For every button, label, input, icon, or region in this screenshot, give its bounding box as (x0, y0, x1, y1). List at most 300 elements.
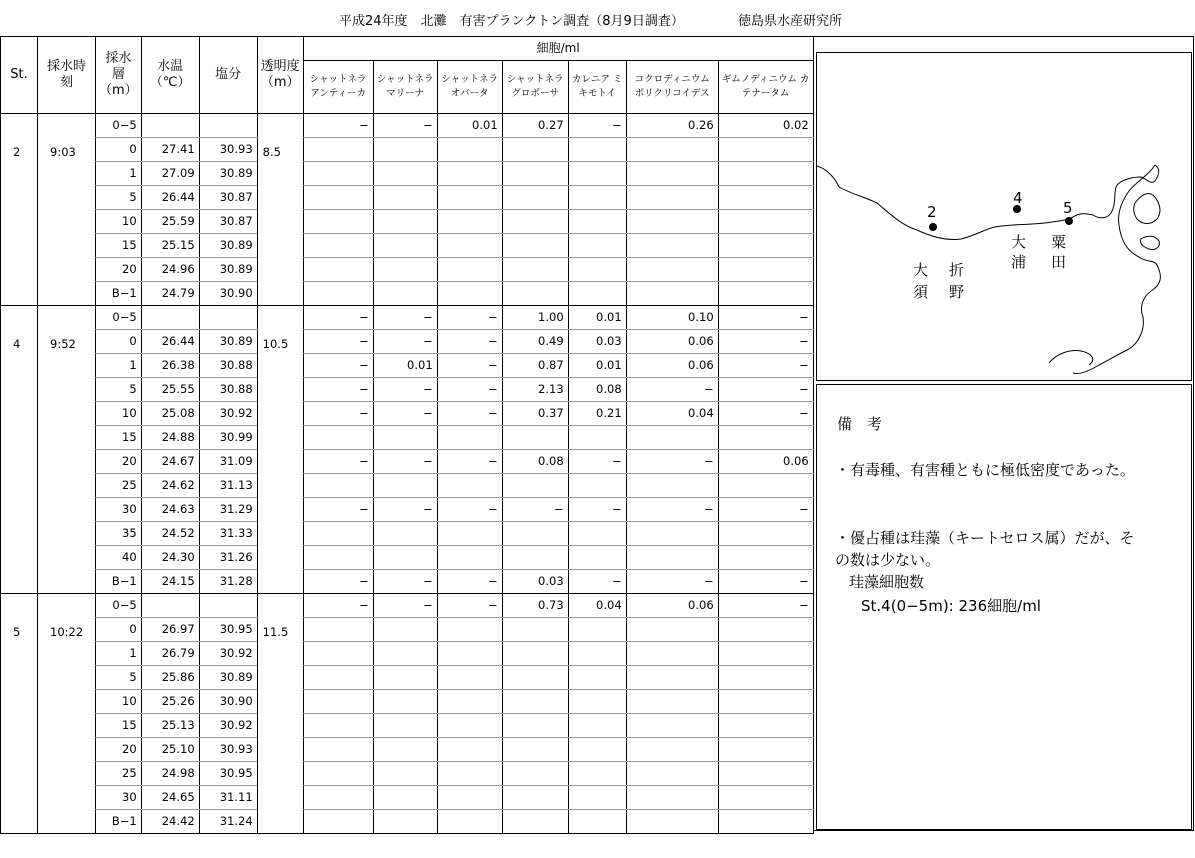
water-temp: 26.44 (141, 186, 199, 210)
sampling-layer: 25 (96, 762, 142, 786)
salinity: 30.89 (199, 666, 257, 690)
salinity: 30.89 (199, 162, 257, 186)
cell-density (502, 714, 568, 738)
cell-density (718, 810, 813, 834)
cell-density (437, 210, 502, 234)
cell-density (568, 810, 626, 834)
cell-density: 0.01 (568, 354, 626, 378)
cell-density (373, 546, 437, 570)
header-cells-unit: 細胞/ml (303, 37, 813, 61)
salinity: 31.29 (199, 498, 257, 522)
water-temp (141, 306, 199, 330)
sampling-layer: 0 (96, 138, 142, 162)
cell-density: − (718, 354, 813, 378)
cell-density: − (568, 498, 626, 522)
cell-density (568, 666, 626, 690)
cell-density (718, 522, 813, 546)
cell-density: 0.06 (626, 354, 718, 378)
cell-density: 0.08 (502, 450, 568, 474)
water-temp: 27.41 (141, 138, 199, 162)
cell-density (373, 666, 437, 690)
table-row (1, 522, 814, 546)
cell-density (568, 162, 626, 186)
cell-density (437, 546, 502, 570)
water-temp: 25.26 (141, 690, 199, 714)
table-row (1, 378, 814, 402)
cell-density (437, 138, 502, 162)
cell-density (626, 618, 718, 642)
cell-density (568, 642, 626, 666)
place-orino-1: 折 (949, 261, 965, 279)
sampling-layer: 0 (96, 330, 142, 354)
table-row (1, 186, 814, 210)
remarks-line: ・有毒種、有害種ともに極低密度であった。 (835, 461, 1135, 479)
cell-density: − (373, 378, 437, 402)
title-bar (0, 0, 1195, 36)
sampling-layer: 15 (96, 426, 142, 450)
salinity (199, 114, 257, 138)
cell-density (303, 786, 373, 810)
cell-density (626, 810, 718, 834)
cell-density: − (437, 402, 502, 426)
cell-density (568, 138, 626, 162)
organization-name: 徳島県水産研究所 (738, 14, 843, 29)
cell-density (568, 426, 626, 450)
salinity: 30.93 (199, 738, 257, 762)
cell-density (437, 426, 502, 450)
cell-density: − (626, 498, 718, 522)
cell-density (718, 210, 813, 234)
cell-density (303, 810, 373, 834)
salinity: 31.26 (199, 546, 257, 570)
table-row (1, 738, 814, 762)
cell-density (502, 474, 568, 498)
cell-density (626, 282, 718, 306)
cell-density (437, 738, 502, 762)
cell-density: 0.73 (502, 594, 568, 618)
cell-density: − (718, 570, 813, 594)
table-row (1, 426, 814, 450)
sampling-layer: 20 (96, 450, 142, 474)
cell-density (502, 258, 568, 282)
water-temp: 25.86 (141, 666, 199, 690)
cell-density (437, 234, 502, 258)
water-temp: 25.59 (141, 210, 199, 234)
cell-density (626, 786, 718, 810)
water-temp: 24.62 (141, 474, 199, 498)
cell-density (502, 234, 568, 258)
water-temp: 24.63 (141, 498, 199, 522)
salinity (199, 306, 257, 330)
sampling-layer: 20 (96, 258, 142, 282)
table-row (1, 570, 814, 594)
table-row (1, 666, 814, 690)
header-time: 採水時刻 (38, 37, 96, 114)
cell-density (303, 666, 373, 690)
sampling-time: 9:03 (38, 114, 96, 306)
cell-density (718, 162, 813, 186)
cell-density (626, 474, 718, 498)
cell-density (303, 738, 373, 762)
salinity: 30.93 (199, 138, 257, 162)
water-temp: 26.79 (141, 642, 199, 666)
cell-density (502, 810, 568, 834)
water-temp: 24.30 (141, 546, 199, 570)
cell-density: − (373, 498, 437, 522)
cell-density: − (718, 594, 813, 618)
sampling-layer: B−1 (96, 810, 142, 834)
cell-density (718, 426, 813, 450)
water-temp: 26.44 (141, 330, 199, 354)
cell-density: − (718, 306, 813, 330)
cell-density (437, 642, 502, 666)
cell-density: − (437, 594, 502, 618)
cell-density: − (303, 498, 373, 522)
cell-density (373, 162, 437, 186)
table-row (1, 690, 814, 714)
sampling-layer: 0−5 (96, 114, 142, 138)
sampling-layer: 25 (96, 474, 142, 498)
cell-density: − (437, 378, 502, 402)
cell-density (502, 666, 568, 690)
cell-density (568, 210, 626, 234)
remarks-line: 珪藻細胞数 (849, 573, 925, 591)
sampling-layer: 1 (96, 162, 142, 186)
table-row (1, 138, 814, 162)
cell-density: 0.06 (626, 594, 718, 618)
cell-density (626, 186, 718, 210)
table-row (1, 810, 814, 834)
cell-density (568, 258, 626, 282)
sampling-layer: 15 (96, 234, 142, 258)
sampling-layer: 0−5 (96, 306, 142, 330)
cell-density: − (303, 330, 373, 354)
sampling-layer: 10 (96, 210, 142, 234)
water-temp: 25.08 (141, 402, 199, 426)
cell-density (718, 738, 813, 762)
salinity: 30.95 (199, 618, 257, 642)
table-row (1, 282, 814, 306)
cell-density (626, 138, 718, 162)
cell-density (303, 258, 373, 282)
cell-density (568, 714, 626, 738)
table-row (1, 234, 814, 258)
station-number: 4 (1, 306, 38, 594)
plankton-table (0, 36, 814, 834)
sampling-time: 9:52 (38, 306, 96, 594)
cell-density (626, 522, 718, 546)
table-row (1, 306, 814, 330)
header-temp: 水温（℃） (141, 37, 199, 114)
cell-density: − (568, 450, 626, 474)
cell-density: − (502, 498, 568, 522)
sampling-layer: 10 (96, 690, 142, 714)
cell-density (626, 258, 718, 282)
cell-density (718, 642, 813, 666)
cell-density (626, 426, 718, 450)
header-salinity: 塩分 (199, 37, 257, 114)
sampling-layer: 10 (96, 402, 142, 426)
cell-density: − (303, 114, 373, 138)
station-5-marker (1065, 217, 1073, 225)
salinity: 31.13 (199, 474, 257, 498)
water-temp: 24.42 (141, 810, 199, 834)
header-transparency: 透明度（m） (257, 37, 303, 114)
cell-density (437, 522, 502, 546)
cell-density (502, 762, 568, 786)
cell-density: − (373, 306, 437, 330)
sampling-layer: 5 (96, 666, 142, 690)
cell-density (502, 282, 568, 306)
table-row (1, 474, 814, 498)
cell-density: − (373, 114, 437, 138)
sampling-layer: B−1 (96, 282, 142, 306)
station-2-marker (929, 223, 937, 231)
water-temp: 27.09 (141, 162, 199, 186)
table-row (1, 162, 814, 186)
cell-density (373, 738, 437, 762)
water-temp: 25.10 (141, 738, 199, 762)
cell-density (437, 474, 502, 498)
cell-density (437, 786, 502, 810)
cell-density: − (437, 354, 502, 378)
salinity: 31.28 (199, 570, 257, 594)
species-header: ギムノディニウム カテナータム (718, 61, 813, 114)
cell-density: − (626, 570, 718, 594)
cell-density: − (437, 570, 502, 594)
cell-density: − (568, 114, 626, 138)
salinity: 31.24 (199, 810, 257, 834)
place-orino-2: 野 (949, 283, 965, 301)
cell-density: − (303, 402, 373, 426)
cell-density: 0.04 (568, 594, 626, 618)
cell-density (626, 546, 718, 570)
sampling-layer: 20 (96, 738, 142, 762)
cell-density (373, 426, 437, 450)
cell-density (502, 210, 568, 234)
document-title: 平成24年度 北灘 有害プランクトン調査（8月9日調査） (339, 14, 684, 29)
cell-density (373, 690, 437, 714)
place-awata-1: 粟 (1051, 233, 1067, 251)
cell-density (568, 282, 626, 306)
station-5-label: 5 (1063, 199, 1073, 217)
cell-density (568, 522, 626, 546)
water-temp: 24.79 (141, 282, 199, 306)
cell-density (718, 762, 813, 786)
salinity: 30.88 (199, 378, 257, 402)
water-temp: 26.97 (141, 618, 199, 642)
salinity: 30.92 (199, 402, 257, 426)
cell-density: 0.26 (626, 114, 718, 138)
cell-density (718, 618, 813, 642)
salinity (199, 594, 257, 618)
remarks-line: の数は少ない。 (835, 551, 941, 569)
place-awata-2: 田 (1051, 253, 1067, 271)
cell-density (502, 546, 568, 570)
sampling-layer: 5 (96, 186, 142, 210)
cell-density: 0.87 (502, 354, 568, 378)
table-row (1, 594, 814, 618)
cell-density (303, 234, 373, 258)
cell-density: − (437, 306, 502, 330)
cell-density: − (373, 330, 437, 354)
cell-density (502, 162, 568, 186)
table-row (1, 402, 814, 426)
cell-density: 0.37 (502, 402, 568, 426)
salinity: 31.09 (199, 450, 257, 474)
cell-density (303, 762, 373, 786)
coastline-map (817, 53, 1191, 380)
place-osu-2: 須 (913, 283, 929, 301)
sampling-layer: 30 (96, 786, 142, 810)
cell-density (303, 138, 373, 162)
sampling-layer: 35 (96, 522, 142, 546)
transparency: 10.5 (257, 306, 303, 594)
cell-density: 0.10 (626, 306, 718, 330)
cell-density (626, 210, 718, 234)
cell-density (373, 474, 437, 498)
cell-density (373, 210, 437, 234)
cell-density: − (303, 378, 373, 402)
species-header: シャットネラ アンティーカ (303, 61, 373, 114)
salinity: 30.89 (199, 330, 257, 354)
cell-density (373, 186, 437, 210)
islet-outline (1140, 236, 1159, 249)
cell-density (502, 522, 568, 546)
cell-density: − (437, 498, 502, 522)
cell-density (373, 618, 437, 642)
cell-density (437, 618, 502, 642)
cell-density (437, 714, 502, 738)
sampling-layer: 1 (96, 642, 142, 666)
cell-density: − (718, 330, 813, 354)
cell-density (303, 474, 373, 498)
sampling-layer: 0 (96, 618, 142, 642)
table-row (1, 114, 814, 138)
cell-density (626, 738, 718, 762)
cell-density: − (303, 306, 373, 330)
cell-density (303, 546, 373, 570)
table-row (1, 618, 814, 642)
cell-density: 0.49 (502, 330, 568, 354)
cell-density: 0.27 (502, 114, 568, 138)
remarks-heading: 備 考 (837, 415, 883, 433)
station-number: 5 (1, 594, 38, 834)
sampling-layer: 0−5 (96, 594, 142, 618)
transparency: 11.5 (257, 594, 303, 834)
cell-density (568, 786, 626, 810)
cell-density (626, 666, 718, 690)
cell-density (303, 714, 373, 738)
cell-density: 0.03 (502, 570, 568, 594)
salinity: 30.92 (199, 642, 257, 666)
cell-density (568, 762, 626, 786)
table-row (1, 258, 814, 282)
remarks-panel (816, 384, 1192, 830)
cell-density (303, 642, 373, 666)
cell-density (502, 786, 568, 810)
cell-density (626, 690, 718, 714)
cell-density: − (303, 450, 373, 474)
cell-density: − (568, 570, 626, 594)
place-oura-2: 浦 (1011, 253, 1027, 271)
cell-density (502, 186, 568, 210)
cell-density (373, 234, 437, 258)
cell-density (502, 426, 568, 450)
cell-density (502, 138, 568, 162)
station-number: 2 (1, 114, 38, 306)
salinity: 30.90 (199, 282, 257, 306)
sampling-layer: 1 (96, 354, 142, 378)
cell-density (502, 738, 568, 762)
water-temp: 24.15 (141, 570, 199, 594)
header-layer: 採水層（m） (96, 37, 142, 114)
cell-density (626, 714, 718, 738)
salinity: 30.99 (199, 426, 257, 450)
salinity: 30.92 (199, 714, 257, 738)
cell-density (303, 186, 373, 210)
cell-density: 0.01 (437, 114, 502, 138)
cell-density (718, 546, 813, 570)
species-header: カレニア ミキモトイ (568, 61, 626, 114)
cell-density: − (437, 330, 502, 354)
remarks-line: St.4(0−5m): 236細胞/ml (861, 597, 1041, 615)
cell-density (437, 162, 502, 186)
cell-density (718, 282, 813, 306)
header-row (1, 37, 814, 61)
cell-density (718, 666, 813, 690)
table-row (1, 330, 814, 354)
cell-density: 1.00 (502, 306, 568, 330)
cell-density: − (626, 378, 718, 402)
water-temp (141, 114, 199, 138)
cell-density (373, 762, 437, 786)
cell-density (373, 138, 437, 162)
water-temp: 24.98 (141, 762, 199, 786)
cell-density (373, 810, 437, 834)
sampling-layer: B−1 (96, 570, 142, 594)
sampling-layer: 30 (96, 498, 142, 522)
cell-density (373, 522, 437, 546)
species-header: シャットネラ グロボーサ (502, 61, 568, 114)
cell-density: 0.04 (626, 402, 718, 426)
station-2-label: 2 (927, 203, 937, 221)
cell-density (373, 642, 437, 666)
cell-density: − (718, 402, 813, 426)
cell-density (568, 474, 626, 498)
cell-density (437, 186, 502, 210)
table-row (1, 450, 814, 474)
salinity: 30.90 (199, 690, 257, 714)
cell-density (568, 186, 626, 210)
cell-density (718, 690, 813, 714)
salinity: 31.33 (199, 522, 257, 546)
cell-density: − (373, 402, 437, 426)
salinity: 30.89 (199, 234, 257, 258)
cell-density (718, 138, 813, 162)
salinity: 31.11 (199, 786, 257, 810)
cell-density (437, 282, 502, 306)
cell-density (303, 690, 373, 714)
cell-density: − (437, 450, 502, 474)
table-row (1, 210, 814, 234)
water-temp: 25.55 (141, 378, 199, 402)
cell-density (718, 186, 813, 210)
table-row (1, 354, 814, 378)
cell-density (373, 258, 437, 282)
water-temp: 24.52 (141, 522, 199, 546)
coastline-north (817, 165, 1159, 240)
